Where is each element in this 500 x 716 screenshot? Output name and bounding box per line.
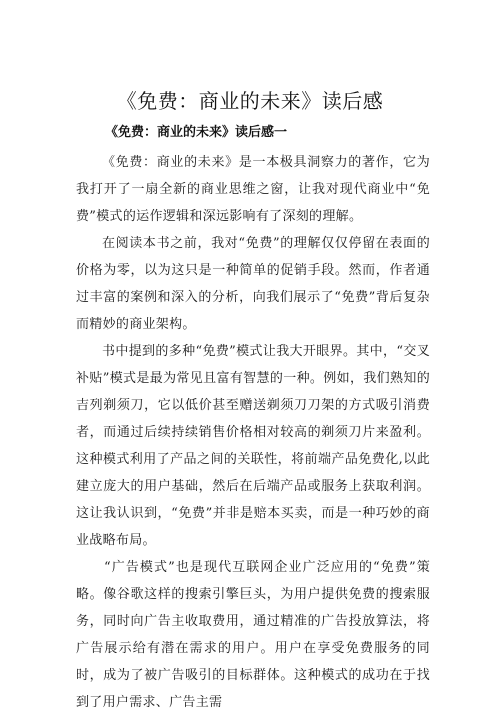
paragraph-1: 《免费：商业的未来》是一本极具洞察力的著作，它为我打开了一扇全新的商业思维之窗，让我对现代商业中“免费”模式的运作逻辑和深远影响有了深刻的理解。 [76, 155, 430, 224]
document-body [76, 149, 430, 716]
paragraph-2: 在阅读本书之前，我对“免费”的理解仅仅停留在表面的价格为零，以为这只是一种简单的促销手段。然而，作者通过丰富的案例和深入的分析，向我们展示了“免费”背后复杂而精妙的商业架构。 [76, 236, 430, 332]
document-title: 《免费：商业的未来》读后感 [116, 89, 384, 113]
paragraph-3: 书中提到的多种“免费”模式让我大开眼界。其中，“交叉补贴”模式是最为常见且富有智慧的一种。例如，我们熟知的吉列剃须刀，它以低价甚至赠送剃须刀刀架的方式吸引消费者，而通过后续持续销售价格相对较高的剃须刀片来盈利。这种模式利用了产品之间的关联性，将前端产品免费化,以此建立庞大的用户基础，然后在后端产品或服务上获取利润。这让我认识到，“免费”并非是赔本买卖，而是一种巧妙的商业战略布局。 [76, 344, 430, 548]
document-subtitle: 《免费：商业的未来》读后感一 [105, 125, 288, 140]
paragraph-4: “广告模式”也是现代互联网企业广泛应用的“免费”策略。像谷歌这样的搜索引擎巨头，为用户提供免费的搜索服务，同时向广告主收取费用，通过精准的广告投放算法，将广告展示给有潜在需求的用户。用户在享受免费服务的同时，成为了被广告吸引的目标群体。这种模式的成功在于找到了用户需求、广告主需 [76, 560, 430, 710]
